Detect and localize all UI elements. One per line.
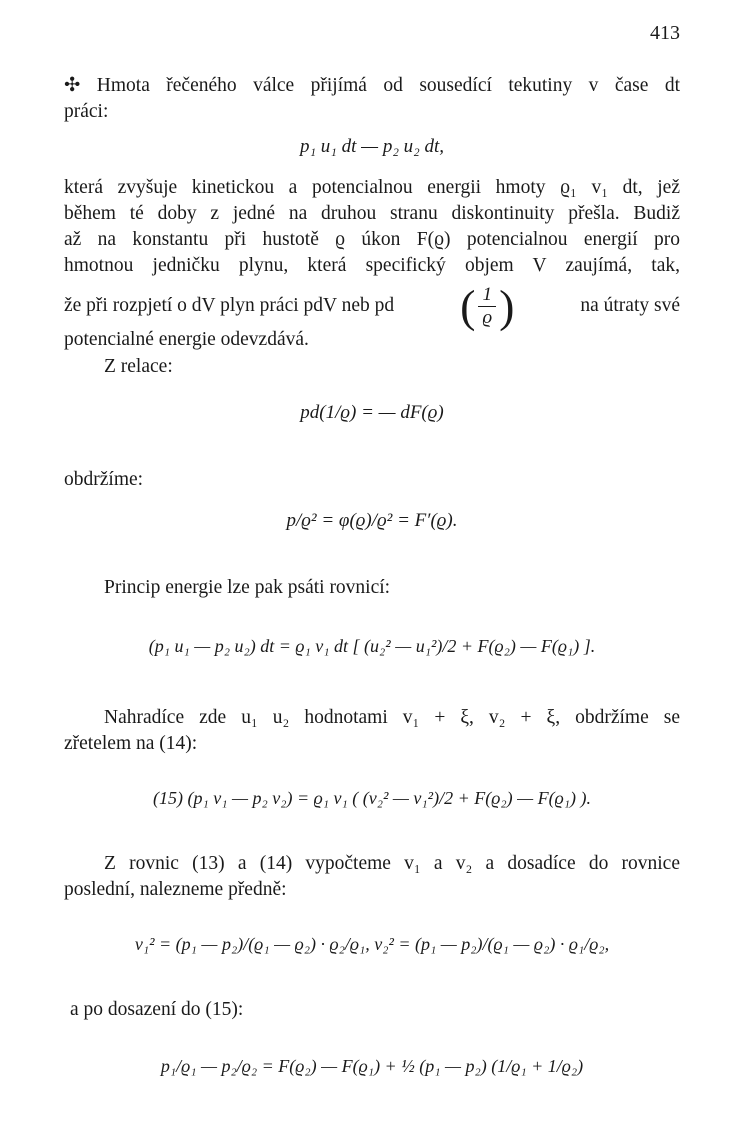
- text-line-5: až na konstantu při hustotě ϱ úkon F(ϱ) potencialnou energií pro: [64, 229, 680, 250]
- equation-derivative: p/ϱ² = φ(ϱ)/ϱ² = F′(ϱ).: [286, 510, 458, 531]
- equation-velocities: v₁² = (p₁ — p₂)/(ϱ₁ — ϱ₂) · ϱ₂/ϱ₁, v₂² = (p₁ — p₂)/(ϱ₁ — ϱ₂) · ϱ₁/ϱ₂,: [134, 934, 610, 954]
- text-line-7-part-b: na útraty své: [580, 295, 680, 316]
- text-line-7-part-a: že při rozpjetí o dV plyn práci pdV neb pd: [64, 295, 395, 316]
- text-line-2: práci:: [64, 101, 109, 122]
- text-line-14: Z rovnic (13) a (14) vypočteme v₁ a v₂ a dosadíce do rovnice: [104, 853, 680, 874]
- text-line-9: Z relace:: [104, 356, 173, 377]
- text-line-11: Princip energie lze pak psáti rovnicí:: [104, 577, 391, 598]
- equation-energy: (p₁ u₁ — p₂ u₂) dt = ϱ₁ v₁ dt [ (u₂² — u₁²)/2 + F(ϱ₂) — F(ϱ₁) ].: [148, 636, 596, 656]
- equation-work: p₁ u₁ dt — p₂ u₂ dt,: [299, 136, 445, 157]
- text-line-16: a po dosazení do (15):: [70, 999, 244, 1020]
- text-line-1: ✣ Hmota řečeného válce přijímá od sousedící tekutiny v čase dt: [64, 75, 680, 96]
- equation-relation: pd(1/ϱ) = — dF(ϱ): [300, 402, 444, 423]
- inline-fraction-1-over-rho: ( $\frac{1}{ϱ}$ ): [460, 280, 515, 331]
- text-line-7: [64, 280, 680, 331]
- text-line-4: během té doby z jedné na druhou stranu diskontinuity přešla. Budiž: [64, 203, 680, 224]
- text-line-8: potencialné energie odevzdává.: [64, 329, 309, 350]
- equation-15: (15) (p₁ v₁ — p₂ v₂) = ϱ₁ v₁ ( (v₂² — v₁²)/2 + F(ϱ₂) — F(ϱ₁) ).: [153, 788, 591, 808]
- text-line-10: obdržíme:: [64, 469, 144, 490]
- text-line-3: která zvyšuje kinetickou a potencialnou energii hmoty ϱ₁ v₁ dt, jež: [64, 177, 680, 198]
- equation-final: p₁/ϱ₁ — p₂/ϱ₂ = F(ϱ₂) — F(ϱ₁) + ½ (p₁ — p₂) (1/ϱ₁ + 1/ϱ₂): [160, 1056, 584, 1076]
- text-line-6: hmotnou jedničku plynu, která specifický objem V zaujímá, tak,: [64, 255, 680, 276]
- page-number: 413: [650, 22, 680, 44]
- text-line-12: Nahradíce zde u₁ u₂ hodnotami v₁ + ξ, v₂ + ξ, obdržíme se: [104, 707, 680, 728]
- text-line-15: poslední, nalezneme předně:: [64, 879, 287, 900]
- text-line-13: zřetelem na (14):: [64, 733, 198, 754]
